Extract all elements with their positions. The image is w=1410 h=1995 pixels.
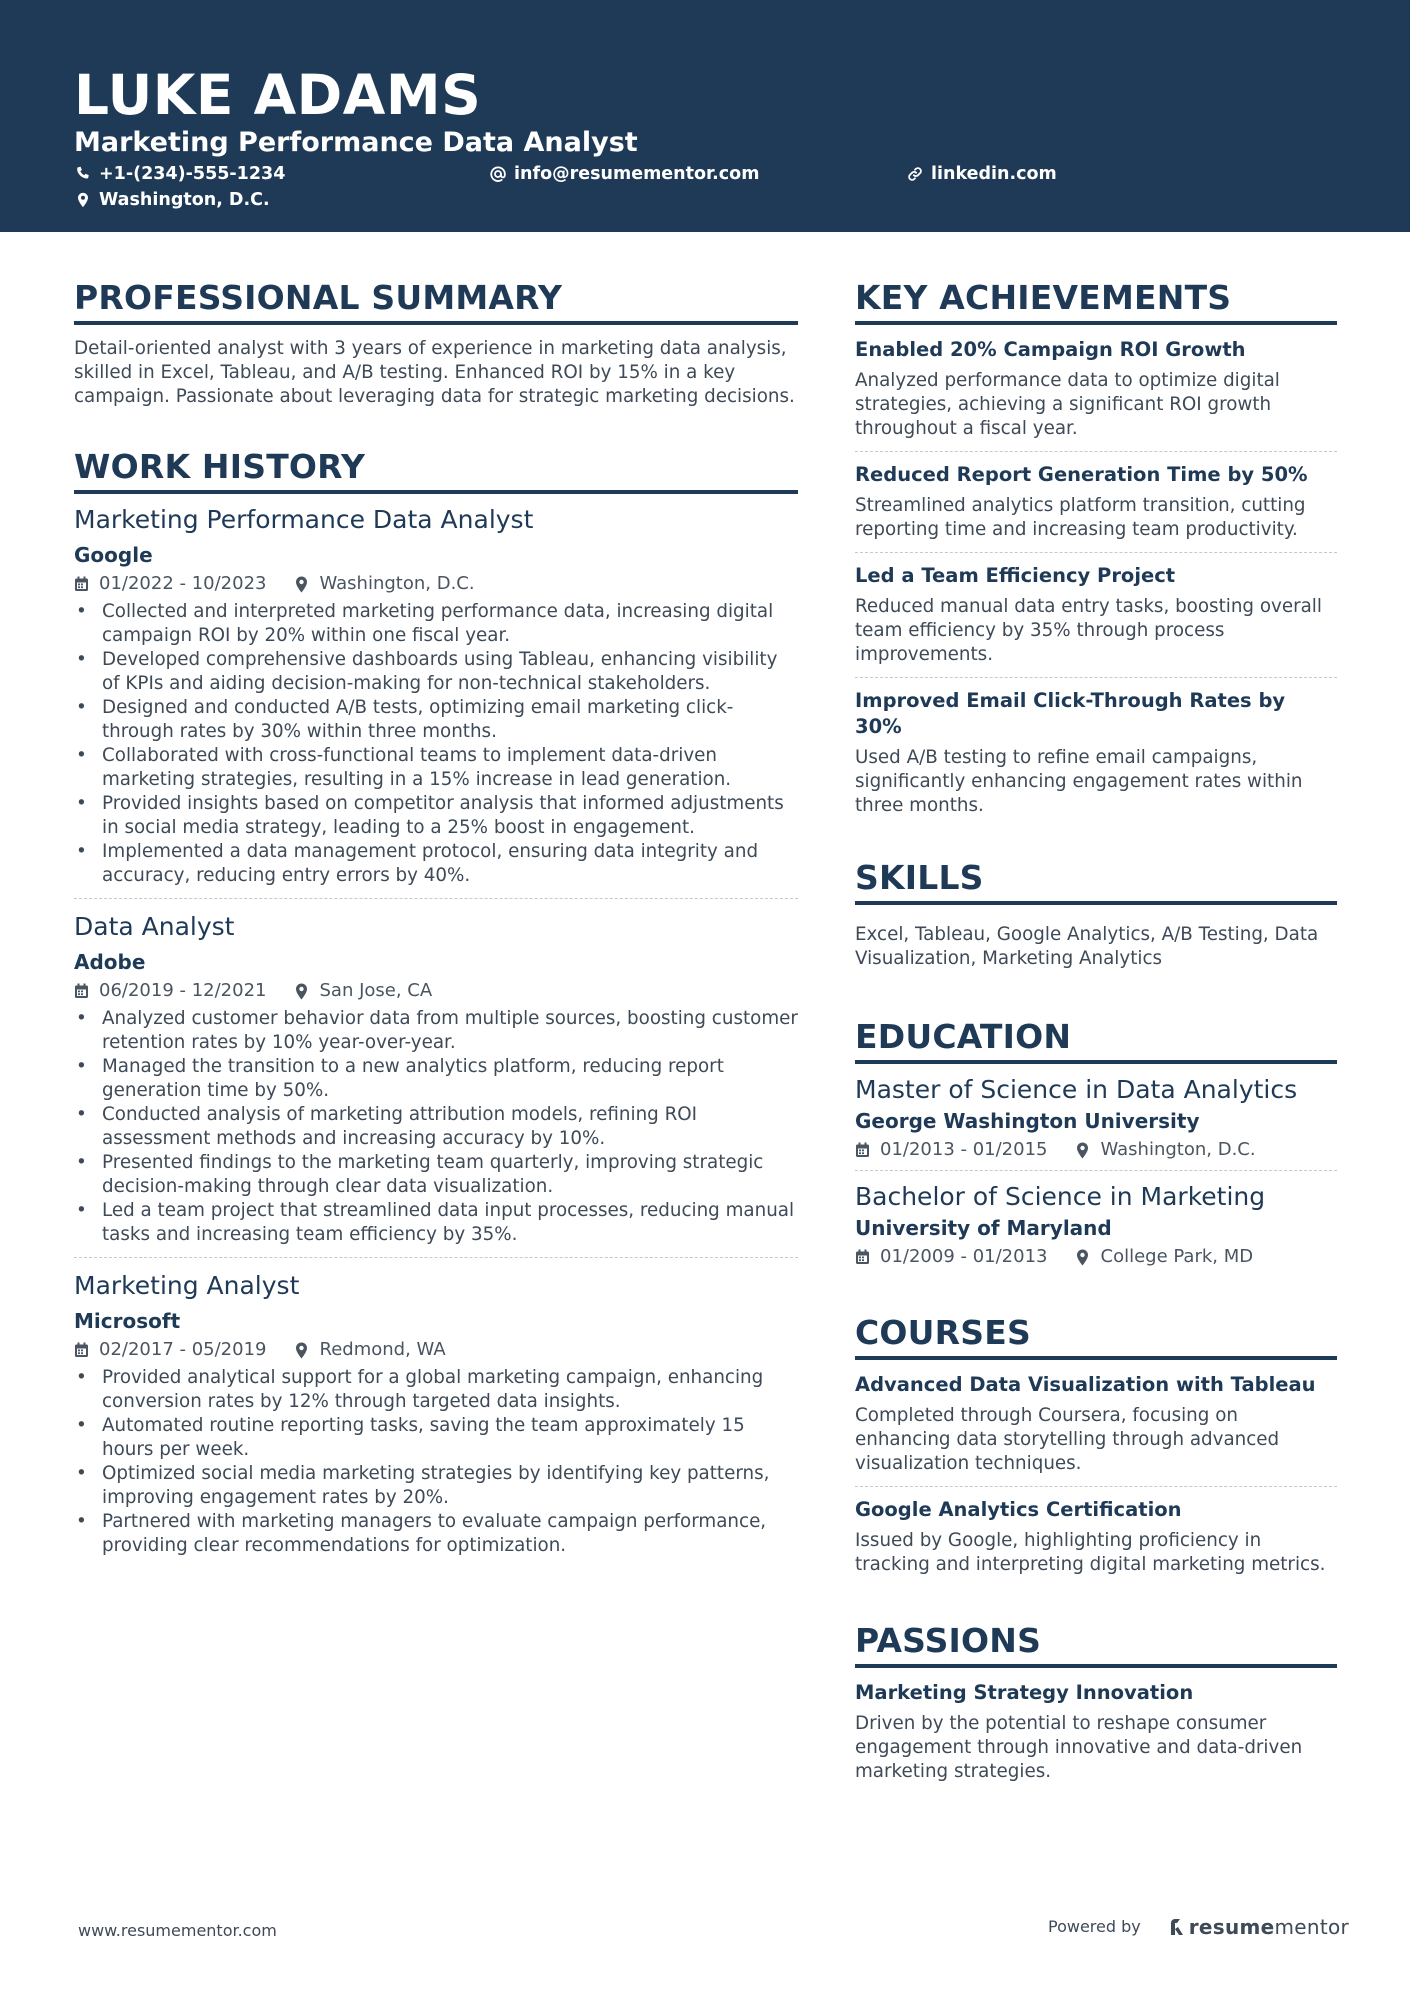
location-pin-icon [75, 192, 91, 208]
job-location [295, 1338, 446, 1362]
education-meta [855, 1138, 1337, 1162]
job-bullet: • Partnered with marketing managers to evaluate campaign performance, providing clear recommendations for optimization. [74, 1510, 798, 1558]
education-degree: Master of Science in Data Analytics [855, 1075, 1298, 1104]
achievement-item [855, 552, 1337, 677]
job-bullet: • Provided insights based on competitor analysis that informed adjustments in social media strategy, leading to a 25% boost in engagement. [74, 792, 798, 840]
job-title: Marketing Analyst [74, 1271, 300, 1300]
job-meta [74, 1338, 798, 1362]
right-column [855, 278, 1337, 1794]
job-meta [74, 572, 798, 596]
achievement-item [855, 677, 1337, 828]
achievement-title: Reduced Report Generation Time by 50% [855, 463, 1308, 486]
job-company: Adobe [74, 950, 146, 974]
job-title: Data Analyst [74, 912, 235, 941]
job-bullet: • Provided analytical support for a global marketing campaign, enhancing conversion rates by 12% through targeted data insights. [74, 1366, 798, 1414]
contact-location [75, 189, 270, 211]
education-degree: Bachelor of Science in Marketing [855, 1182, 1266, 1211]
job-location-text: Redmond, WA [319, 1339, 446, 1360]
education-location [1076, 1138, 1256, 1162]
job-bullet: • Automated routine reporting tasks, saving the team approximately 15 hours per week. [74, 1414, 798, 1462]
link-icon [907, 166, 923, 182]
achievement-item [855, 327, 1337, 451]
passions-heading: PASSIONS [855, 1621, 1337, 1668]
job-bullets [74, 1366, 798, 1558]
linkedin-text[interactable]: linkedin.com [931, 164, 1057, 184]
location-text: Washington, D.C. [99, 190, 270, 210]
passion-desc: Driven by the potential to reshape consumer engagement through innovative and data-driven marketing strategies. [855, 1713, 1303, 1782]
job-bullet: • Developed comprehensive dashboards using Tableau, enhancing visibility of KPIs and aiding decision-making for non-technical stakeholders. [74, 648, 798, 696]
job-location [295, 979, 433, 1003]
job-dates: 01/2022 - 10/2023 [99, 573, 267, 594]
job-bullet: • Implemented a data management protocol, ensuring data integrity and accuracy, reducing entry errors by 40%. [74, 840, 798, 888]
job-entry [74, 494, 798, 888]
job-dates: 02/2017 - 05/2019 [99, 1339, 267, 1360]
work-history-heading: WORK HISTORY [74, 447, 798, 494]
location-pin-icon [295, 576, 308, 593]
job-dates: 06/2019 - 12/2021 [99, 980, 267, 1001]
job-bullet: • Designed and conducted A/B tests, optimizing email marketing click-through rates by 30% within three months. [74, 696, 798, 744]
achievement-title: Led a Team Efficiency Project [855, 564, 1176, 587]
course-item [855, 1362, 1337, 1486]
resumementor-logo-icon [1169, 1917, 1185, 1937]
footer-powered-by [1048, 1916, 1349, 1938]
courses-heading: COURSES [855, 1313, 1337, 1360]
job-bullet: • Collaborated with cross-functional teams to implement data-driven marketing strategies, resulting in a 15% increase in lead generation. [74, 744, 798, 792]
left-column [74, 278, 798, 1558]
achievements-heading: KEY ACHIEVEMENTS [855, 278, 1337, 325]
job-bullets [74, 1007, 798, 1247]
achievement-desc: Used A/B testing to refine email campaigns, significantly enhancing engagement rates within three months. [855, 747, 1303, 816]
brand-light: mentor [1274, 1915, 1350, 1939]
job-company: Google [74, 543, 153, 567]
calendar-icon [74, 576, 89, 592]
education-meta [855, 1245, 1337, 1269]
contact-linkedin [907, 163, 1057, 185]
job-meta [74, 979, 798, 1003]
job-location [295, 572, 475, 596]
job-bullet: • Analyzed customer behavior data from multiple sources, boosting customer retention rates by 10% year-over-year. [74, 1007, 798, 1055]
skills-text: Excel, Tableau, Google Analytics, A/B Testing, Data Visualization, Marketing Analytics [855, 924, 1319, 969]
job-entry [74, 898, 798, 1247]
job-location-text: Washington, D.C. [319, 573, 475, 594]
courses-list [855, 1362, 1337, 1587]
footer-website[interactable]: www.resumementor.com [78, 1921, 277, 1940]
job-bullet: • Led a team project that streamlined data input processes, reducing manual tasks and increasing team efficiency by 35%. [74, 1199, 798, 1247]
job-bullet: • Conducted analysis of marketing attribution models, refining ROI assessment methods and increasing accuracy by 10%. [74, 1103, 798, 1151]
resumementor-logo[interactable] [1169, 1916, 1349, 1938]
passion-item [855, 1670, 1337, 1794]
course-title: Google Analytics Certification [855, 1498, 1182, 1521]
job-bullets [74, 600, 798, 888]
location-pin-icon [295, 1342, 308, 1359]
education-school: George Washington University [855, 1109, 1200, 1133]
job-bullet: • Collected and interpreted marketing performance data, increasing digital campaign ROI by 20% within one fiscal year. [74, 600, 798, 648]
education-dates: 01/2013 - 01/2015 [880, 1139, 1048, 1160]
calendar-icon [855, 1142, 870, 1158]
course-item [855, 1486, 1337, 1587]
achievement-desc: Streamlined analytics platform transition, cutting reporting time and increasing team productivity. [855, 495, 1306, 540]
contact-phone [75, 163, 285, 185]
summary-text: Detail-oriented analyst with 3 years of experience in marketing data analysis, skilled in Excel, Tableau, and A/B testing. Enhanced ROI by 15% in a key campaign. Passionate about leveraging data for strategic marketing decisions. [74, 338, 795, 407]
job-company: Microsoft [74, 1309, 181, 1333]
phone-text[interactable]: +1-(234)-555-1234 [99, 164, 286, 184]
job-bullet: • Optimized social media marketing strategies by identifying key patterns, improving engagement rates by 20%. [74, 1462, 798, 1510]
calendar-icon [855, 1249, 870, 1265]
summary-heading: PROFESSIONAL SUMMARY [74, 278, 798, 325]
brand-bold: resume [1188, 1915, 1275, 1939]
job-bullet: • Managed the transition to a new analytics platform, reducing report generation time by 50%. [74, 1055, 798, 1103]
candidate-title: Marketing Performance Data Analyst [74, 127, 638, 158]
skills-heading: SKILLS [855, 858, 1337, 905]
achievements-list [855, 327, 1337, 828]
course-desc: Issued by Google, highlighting proficiency in tracking and interpreting digital marketing metrics. [855, 1530, 1326, 1575]
education-item [855, 1170, 1337, 1277]
education-dates: 01/2009 - 01/2013 [880, 1246, 1048, 1267]
job-bullet: • Presented findings to the marketing team quarterly, improving strategic decision-making through clear data visualization. [74, 1151, 798, 1199]
phone-icon [75, 166, 91, 182]
email-text[interactable]: info@resumementor.com [514, 164, 760, 184]
location-pin-icon [1076, 1249, 1089, 1266]
education-location-text: Washington, D.C. [1100, 1139, 1256, 1160]
work-history-list [74, 494, 798, 1558]
candidate-name: LUKE ADAMS [74, 63, 482, 127]
course-desc: Completed through Coursera, focusing on enhancing data storytelling through advanced visualization techniques. [855, 1405, 1280, 1474]
education-list [855, 1064, 1337, 1277]
job-entry [74, 1257, 798, 1558]
contact-email [490, 163, 759, 185]
achievement-title: Enabled 20% Campaign ROI Growth [855, 338, 1246, 361]
resume-header [0, 0, 1410, 232]
education-heading: EDUCATION [855, 1017, 1337, 1064]
job-location-text: San Jose, CA [319, 980, 433, 1001]
passion-title: Marketing Strategy Innovation [855, 1681, 1194, 1704]
achievement-title: Improved Email Click-Through Rates by 30% [855, 689, 1286, 738]
location-pin-icon [1076, 1142, 1089, 1159]
calendar-icon [74, 983, 89, 999]
job-title: Marketing Performance Data Analyst [74, 505, 534, 534]
location-pin-icon [295, 983, 308, 1000]
achievement-desc: Reduced manual data entry tasks, boosting overall team efficiency by 35% through process improvements. [855, 596, 1322, 665]
education-school: University of Maryland [855, 1216, 1112, 1240]
course-title: Advanced Data Visualization with Tableau [855, 1373, 1316, 1396]
education-item [855, 1064, 1337, 1170]
achievement-desc: Analyzed performance data to optimize digital strategies, achieving a significant ROI growth throughout a fiscal year. [855, 370, 1280, 439]
passions-list [855, 1670, 1337, 1794]
education-location [1076, 1245, 1254, 1269]
achievement-item [855, 451, 1337, 552]
calendar-icon [74, 1342, 89, 1358]
at-icon [490, 166, 506, 182]
education-location-text: College Park, MD [1100, 1246, 1254, 1267]
powered-by-label: Powered by [1048, 1917, 1141, 1936]
